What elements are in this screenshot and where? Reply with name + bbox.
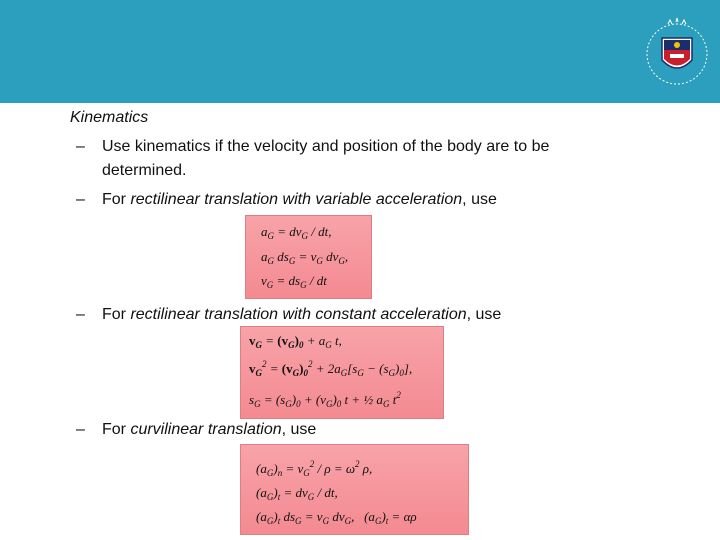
bullet-text-line2: determined. bbox=[102, 162, 187, 179]
bullet-text-line1: Use kinematics if the velocity and position of the body are to be bbox=[102, 138, 550, 155]
slide-title: Kinematics bbox=[70, 109, 149, 126]
bullet-dash: – bbox=[76, 191, 85, 208]
bullet-dash: – bbox=[76, 421, 85, 438]
bullet-text: For curvilinear translation, use bbox=[102, 421, 317, 438]
bullet-dash: – bbox=[76, 306, 85, 323]
formula-box-constant-acceleration bbox=[240, 326, 444, 419]
formula-curvilinear-1: $(a_G)_n = v_G^2 / \rho = \omega^2$ ρ, bbox=[256, 459, 373, 478]
formula-curvilinear-2: $(a_G)_t = dv_G$ / dt, bbox=[256, 485, 338, 502]
bullet-text: For rectilinear translation with variable acceleration, use bbox=[102, 191, 497, 208]
formula-constant-3: $s_G = (s_G)_0 + (v_G)_0$ t + ½ $a_G$ $t^2$ bbox=[249, 390, 401, 409]
formula-constant-2: $v_G^2 = (v_G)_0^2 + 2a_G[s_G - (s_G)_0]$, bbox=[249, 359, 413, 378]
bullet-text: For rectilinear translation with constant acceleration, use bbox=[102, 306, 502, 323]
formula-curvilinear-3: $(a_G)_t$ $ds_G = v_G$ $dv_G$, $(a_G)_t = \alpha\rho$ bbox=[256, 509, 417, 526]
formula-box-variable-acceleration bbox=[245, 215, 372, 299]
formula-constant-1: $v_G = (v_G)_0 + a_G$ t, bbox=[249, 333, 342, 350]
formula-box-curvilinear bbox=[240, 444, 469, 535]
formula-variable-3: $v_G = ds_G$ / dt bbox=[261, 273, 327, 290]
bullet-dash: – bbox=[76, 138, 85, 155]
formula-variable-2: $a_G$ $ds_G = v_G$ $dv_G$, bbox=[261, 249, 349, 266]
formula-variable-1: $a_G = dv_G$ / dt, bbox=[261, 224, 332, 241]
